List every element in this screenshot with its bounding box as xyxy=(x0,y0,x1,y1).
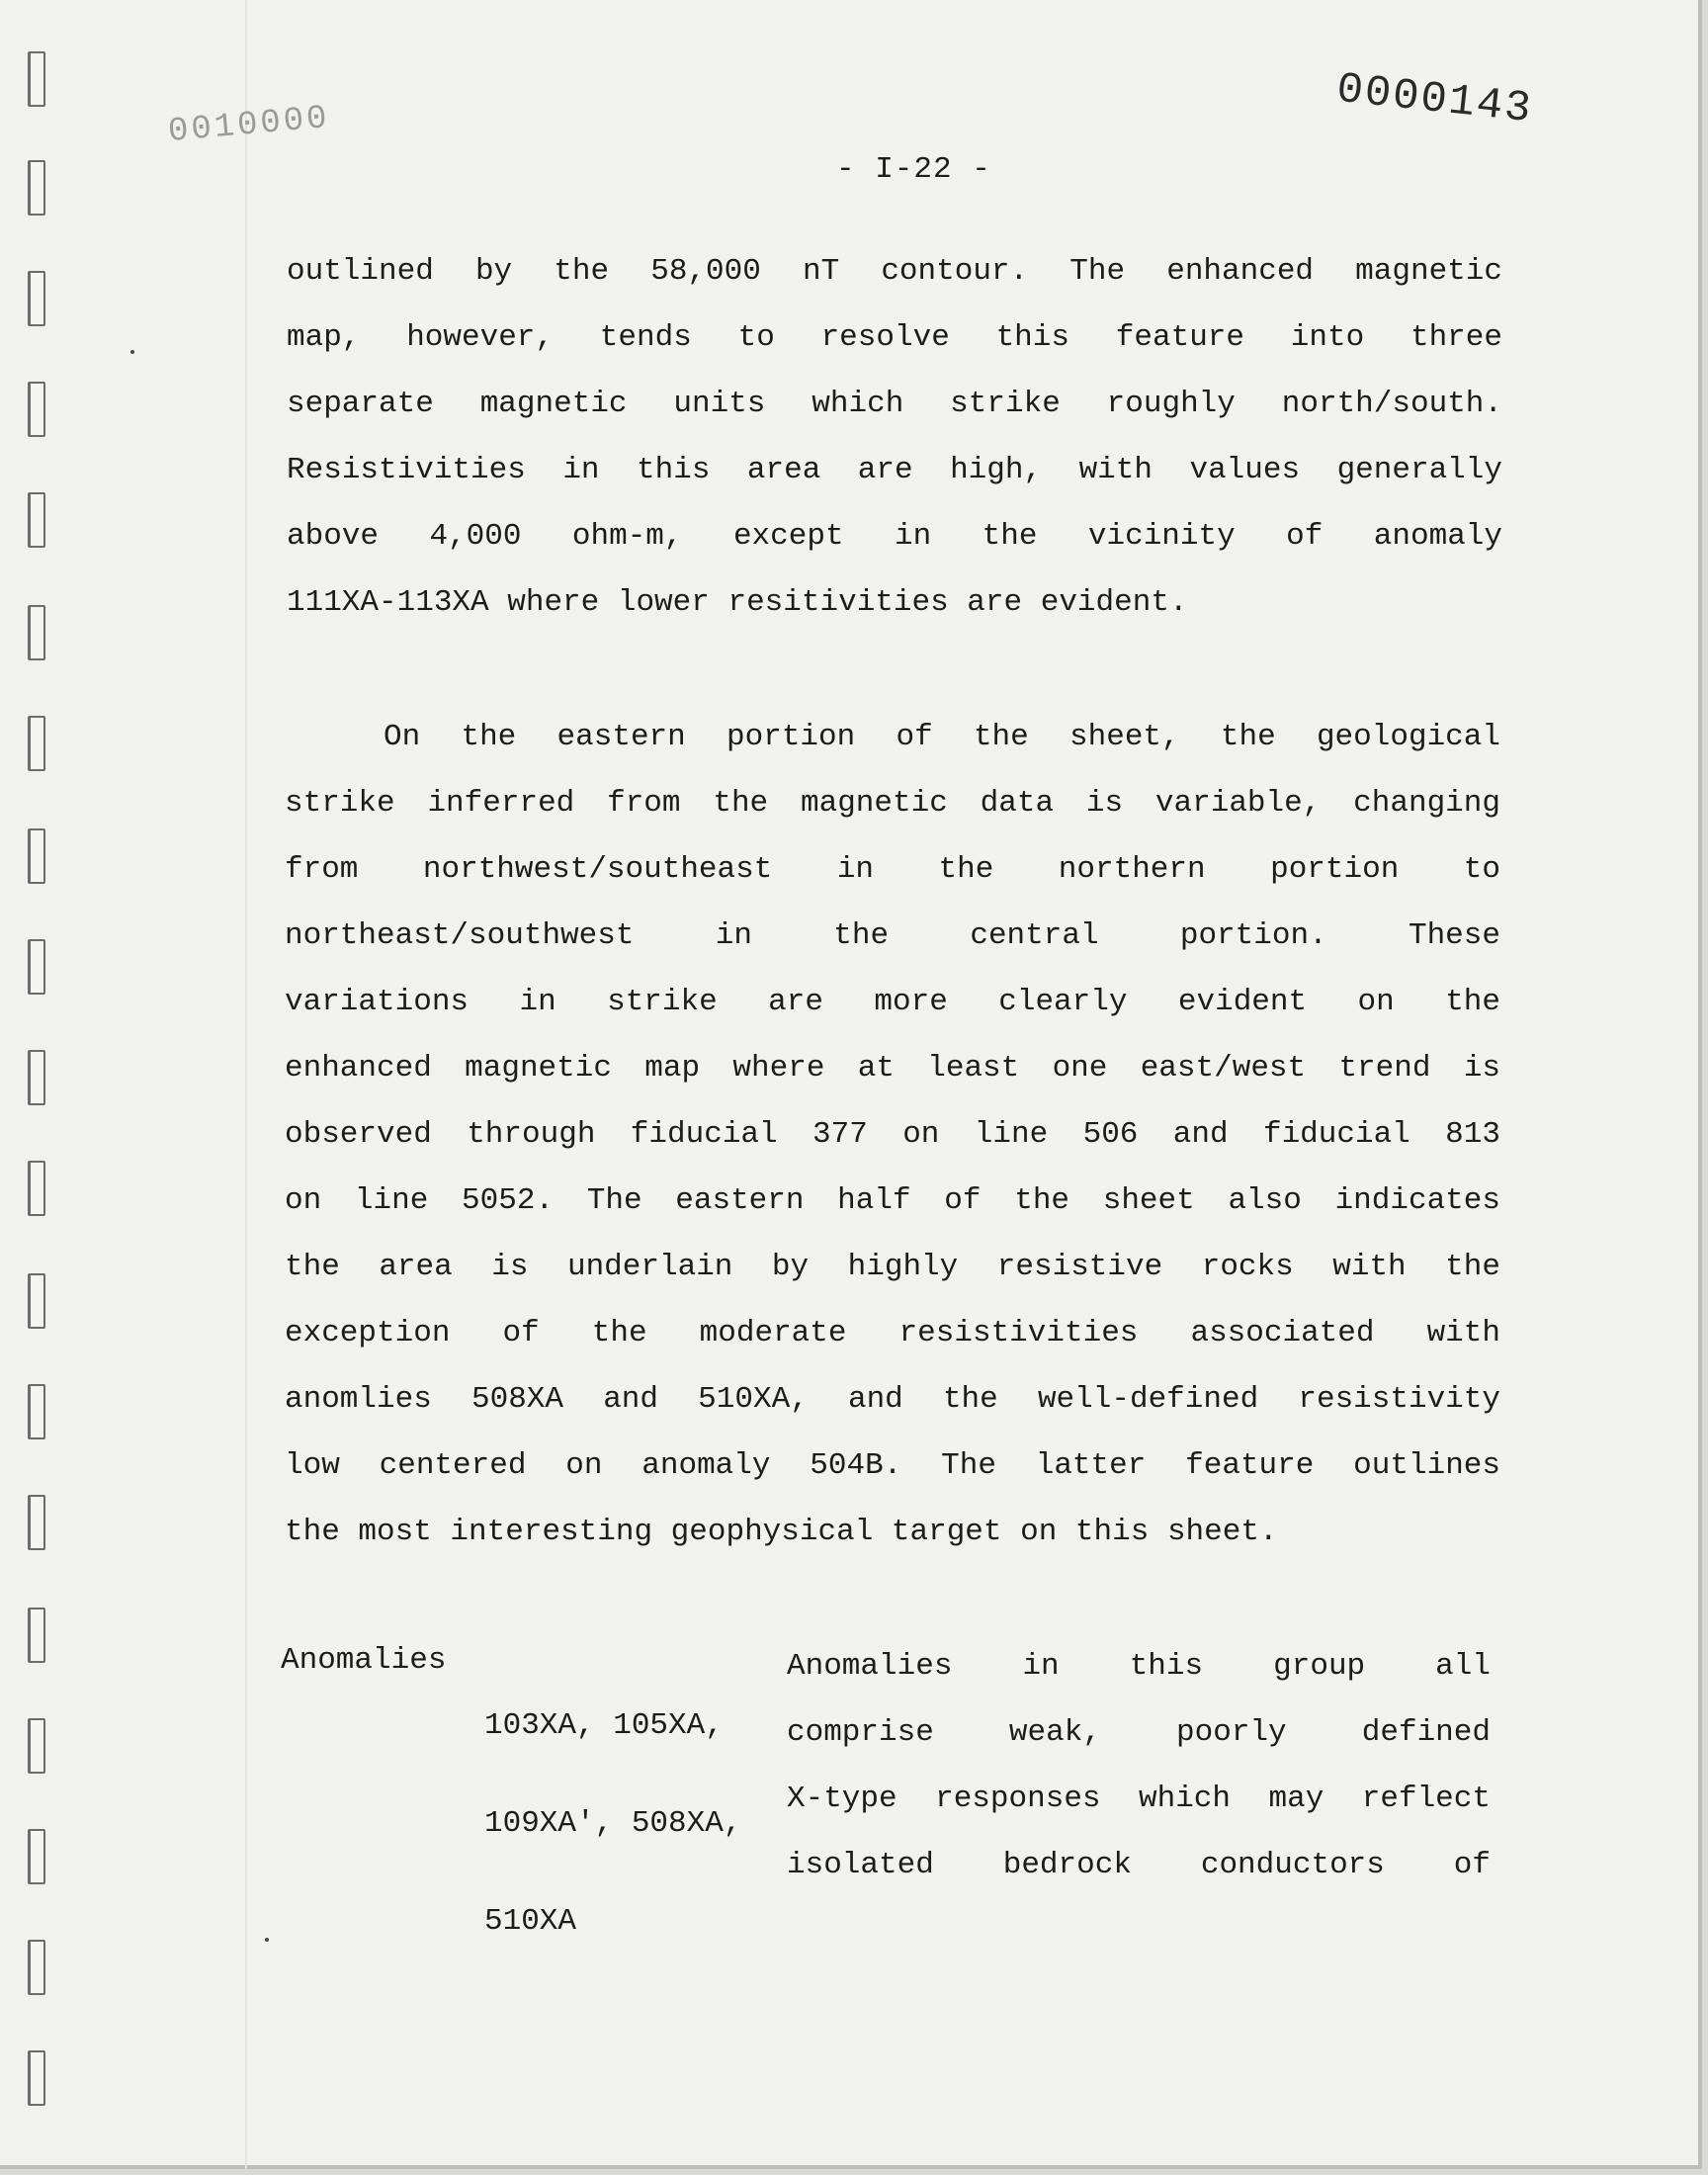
text-line: 111XA-113XA where lower resitivities are evident. xyxy=(287,585,1188,620)
text-line: variations in strike are more clearly evident on the xyxy=(285,985,1500,1019)
binder-hole-icon xyxy=(28,1384,45,1439)
text-line: observed through fiducial 377 on line 506 and fiducial 813 xyxy=(285,1117,1500,1152)
binder-hole-icon xyxy=(28,1161,45,1216)
anomaly-id-line: 510XA xyxy=(484,1904,577,1939)
binder-hole-icon xyxy=(28,382,45,437)
binder-hole-icon xyxy=(28,828,45,884)
text-line: above 4,000 ohm-m, except in the vicinity of anomaly xyxy=(287,519,1502,554)
scan-speck xyxy=(130,350,134,354)
binder-hole-icon xyxy=(28,1940,45,1995)
anomaly-group-label: Anomalies xyxy=(281,1643,447,1678)
text-line: from northwest/southeast in the northern portion to xyxy=(285,852,1500,887)
text-line: Resistivities in this area are high, with values generally xyxy=(287,453,1502,487)
binder-hole-icon xyxy=(28,1608,45,1663)
stamp-number-left: 0010000 xyxy=(166,99,332,152)
binder-hole-icon xyxy=(28,1718,45,1774)
binder-hole-icon xyxy=(28,1050,45,1105)
anomaly-id-line: 103XA, 105XA, xyxy=(484,1708,724,1743)
paragraph-eastern-portion xyxy=(285,704,1500,1565)
text-line: exception of the moderate resistivities associated with xyxy=(285,1316,1500,1350)
text-line: strike inferred from the magnetic data is variable, changing xyxy=(285,786,1500,821)
text-line: map, however, tends to resolve this feature into three xyxy=(287,320,1502,355)
binder-hole-icon xyxy=(28,605,45,660)
text-line: isolated bedrock conductors of xyxy=(787,1848,1491,1882)
anomaly-group-description xyxy=(787,1633,1491,1898)
binder-hole-icon xyxy=(28,1829,45,1884)
binder-margin-line xyxy=(245,0,247,2169)
text-line: anomlies 508XA and 510XA, and the well-defined resistivity xyxy=(285,1382,1500,1417)
paragraph-continuation xyxy=(287,238,1502,636)
text-line: on line 5052. The eastern half of the sheet also indicates xyxy=(285,1183,1500,1218)
text-line: enhanced magnetic map where at least one east/west trend is xyxy=(285,1051,1500,1086)
page-number: - I-22 - xyxy=(836,152,991,187)
text-line: low centered on anomaly 504B. The latter feature outlines xyxy=(285,1448,1500,1483)
binder-hole-icon xyxy=(28,51,45,107)
text-line: Anomalies in this group all xyxy=(787,1649,1491,1684)
binder-hole-icon xyxy=(28,1495,45,1550)
binder-hole-icon xyxy=(28,1273,45,1329)
text-line: outlined by the 58,000 nT contour. The enhanced magnetic xyxy=(287,254,1502,289)
scan-speck xyxy=(265,1938,269,1942)
text-line: the most interesting geophysical target on this sheet. xyxy=(285,1515,1278,1549)
stamp-number-right: 0000143 xyxy=(1333,64,1535,135)
binder-hole-icon xyxy=(28,160,45,216)
text-line: comprise weak, poorly defined xyxy=(787,1715,1491,1750)
text-line: X-type responses which may reflect xyxy=(787,1782,1491,1816)
binder-hole-icon xyxy=(28,2050,45,2106)
text-line: northeast/southwest in the central portion. These xyxy=(285,918,1500,953)
text-line: the area is underlain by highly resistive rocks with the xyxy=(285,1250,1500,1284)
text-line: separate magnetic units which strike roughly north/south. xyxy=(287,387,1502,421)
binder-hole-icon xyxy=(28,716,45,771)
binder-hole-icon xyxy=(28,492,45,548)
text-line: On the eastern portion of the sheet, the geological xyxy=(384,720,1500,754)
binder-hole-icon xyxy=(28,271,45,326)
anomaly-id-line: 109XA', 508XA, xyxy=(484,1806,742,1841)
binder-hole-icon xyxy=(28,939,45,995)
anomaly-id-list xyxy=(484,1644,741,2003)
